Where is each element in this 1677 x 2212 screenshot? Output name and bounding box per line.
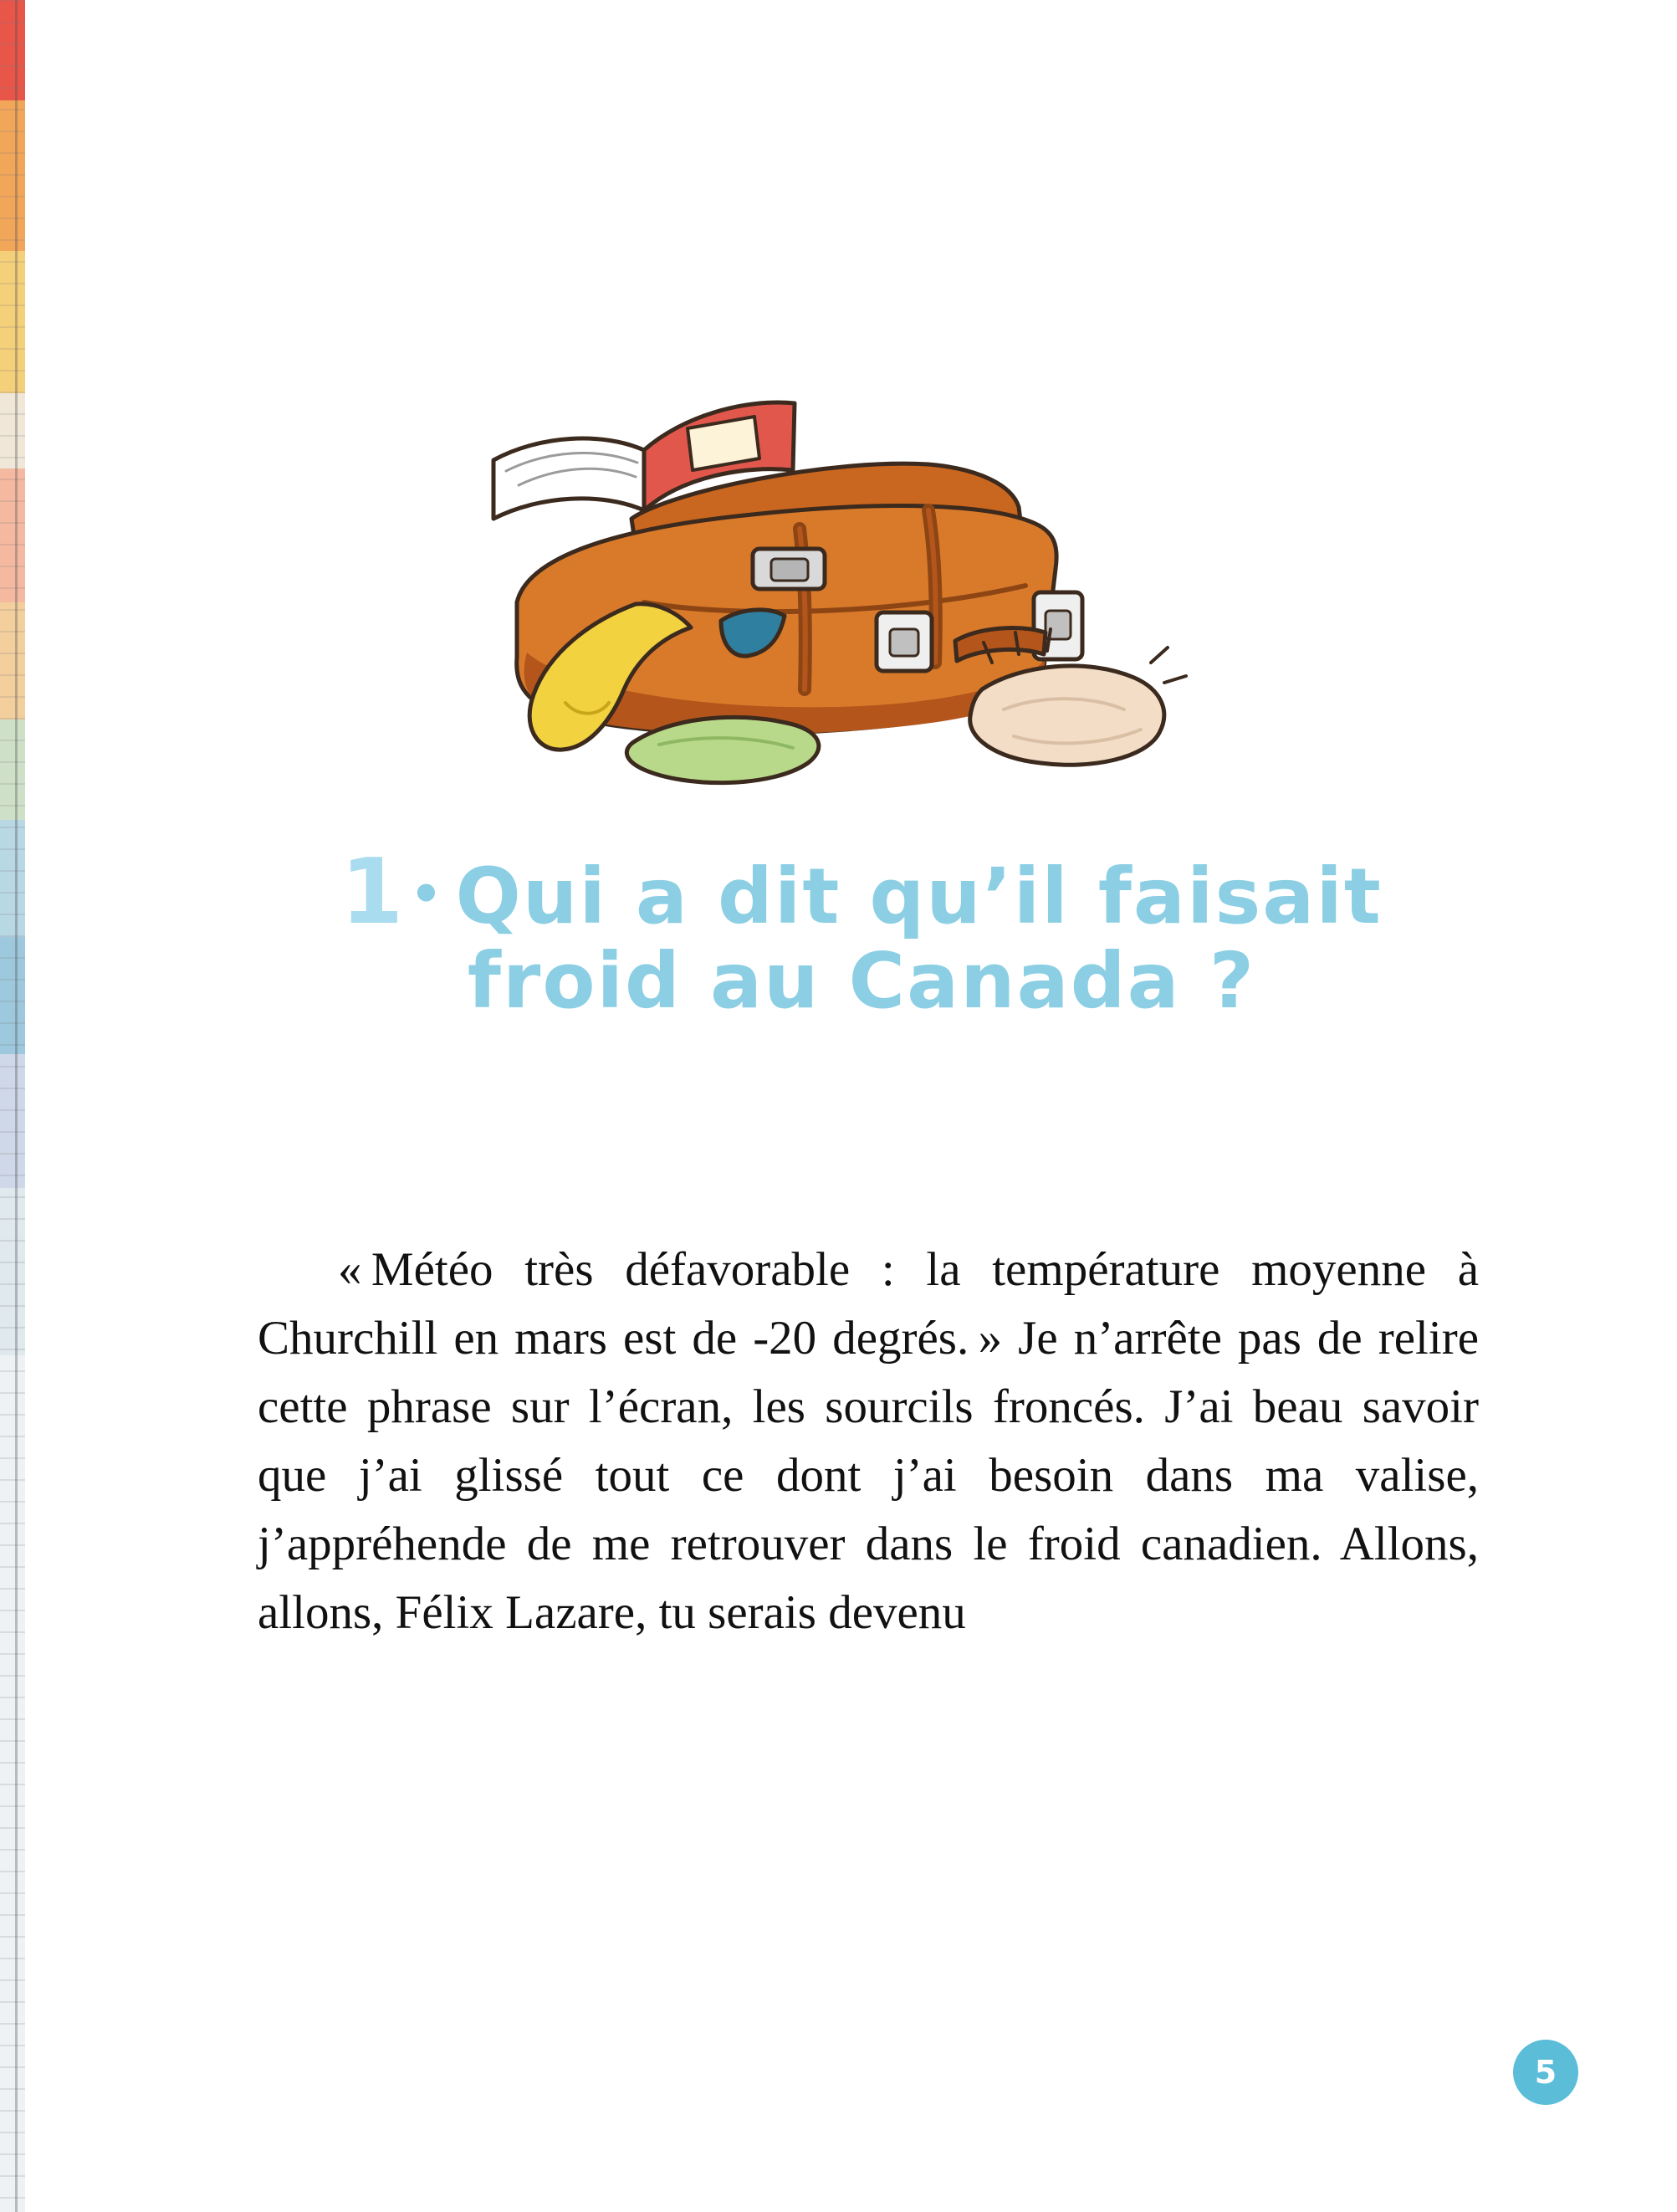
page-number-badge: 5	[1513, 2040, 1578, 2105]
chapter-illustration	[393, 351, 1288, 786]
chapter-heading	[226, 840, 1497, 1027]
chapter-title-line-2: froid au Canada ?	[467, 936, 1256, 1027]
body-paragraph: « Météo très défavorable : la température moyenne à Churchill en mars est de -20 degrés. » Je n’arrête pas de relire cette phrase sur l’écran, les sourcils froncés. J’ai beau savoir que j’ai glissé tout ce dont j’ai besoin dans ma valise, j’appréhende de me retrouver dans le froid canadien. Allons, allons, Félix Lazare, tu serais devenu	[258, 1243, 1479, 1640]
book-page	[25, 0, 1677, 2212]
page-edge-ticks	[0, 0, 25, 2212]
chapter-separator-dot: •	[410, 865, 444, 924]
page-edge-line	[15, 0, 18, 2212]
chapter-number: 1	[340, 840, 406, 945]
chapter-title-text-1: Qui a dit qu’il faisait	[455, 852, 1383, 941]
page-edge-color-strip	[0, 0, 25, 2212]
suitcase-clasp	[877, 612, 932, 671]
chapter-title-line-1	[226, 840, 1497, 945]
suitcase-clasp	[753, 549, 825, 589]
